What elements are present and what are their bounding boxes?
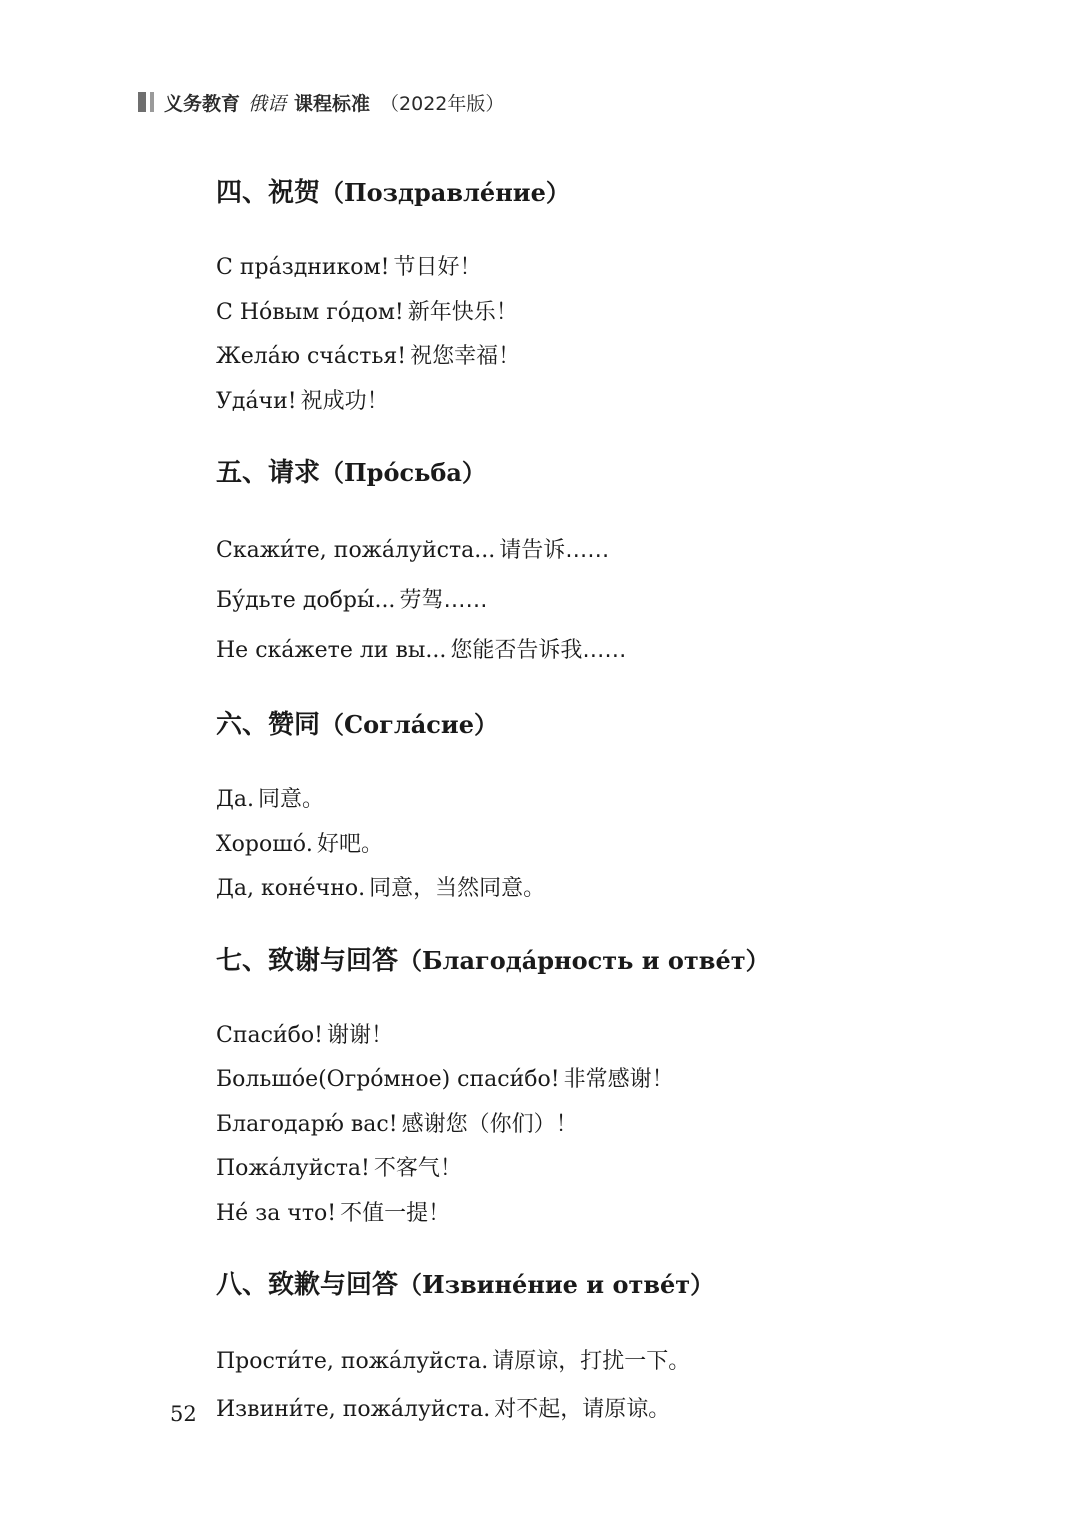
phrase-list <box>216 778 1036 912</box>
section-title-ru: （Благода́рность и отве́т） <box>398 945 770 975</box>
phrase-cn: 请告诉…… <box>499 538 610 563</box>
phrase-ru: С Но́вым го́дом! <box>216 299 404 325</box>
header-title: 义务教育 <box>164 92 241 115</box>
phrase-cn: 新年快乐！ <box>407 299 518 325</box>
section-title-ru: （Извине́ние и отве́т） <box>398 1270 715 1299</box>
phrase-cn: 同意，当然同意。 <box>369 876 546 901</box>
section-title-cn: 五、请求 <box>216 458 321 488</box>
phrase-cn: 谢谢！ <box>326 1022 393 1048</box>
page-number: 52 <box>170 1402 197 1426</box>
phrase-ru: Прости́те, пожа́луйста. <box>216 1349 489 1374</box>
phrase-cn: 劳驾…… <box>399 588 488 613</box>
section-title <box>216 170 1036 216</box>
phrase-item <box>216 335 1036 380</box>
phrase-ru: Да, коне́чно. <box>216 876 366 901</box>
section-apology-and-reply <box>216 1262 1036 1434</box>
section-title <box>216 938 1036 984</box>
phrase-item <box>216 867 1036 912</box>
phrase-cn: 非常感谢！ <box>563 1067 674 1092</box>
phrase-list <box>216 1338 1036 1434</box>
phrase-ru: Скажи́те, пожа́луйста... <box>216 538 496 563</box>
header-bar-dark <box>138 92 146 112</box>
phrase-ru: Уда́чи! <box>216 388 297 414</box>
phrase-ru: С пра́здником! <box>216 255 390 280</box>
page-content <box>216 170 1036 1434</box>
phrase-ru: Хорошо́. <box>216 831 313 857</box>
phrase-list <box>216 526 1036 676</box>
phrase-cn: 同意。 <box>258 787 325 812</box>
phrase-cn: 好吧。 <box>316 831 383 857</box>
header-bar-light <box>150 92 154 112</box>
phrase-item <box>216 1147 1036 1192</box>
section-title-ru: （Согла́сие） <box>320 710 498 739</box>
phrase-item <box>216 380 1036 425</box>
phrase-item <box>216 778 1036 823</box>
section-title <box>216 450 1036 496</box>
phrase-item <box>216 526 1036 576</box>
phrase-ru: Жела́ю сча́стья! <box>216 344 407 369</box>
phrase-cn: 不客气！ <box>373 1156 462 1181</box>
phrase-cn: 祝您幸福！ <box>410 344 521 369</box>
phrase-item <box>216 626 1036 676</box>
phrase-list <box>216 246 1036 424</box>
header-edition: （2022年版） <box>380 92 505 115</box>
phrase-ru: Не́ за что! <box>216 1200 337 1226</box>
phrase-item <box>216 1014 1036 1059</box>
section-thanks-and-reply <box>216 938 1036 1237</box>
section-title <box>216 1262 1036 1308</box>
phrase-ru: Большо́е(Огро́мное) спаси́бо! <box>216 1067 560 1092</box>
phrase-cn: 对不起，请原谅。 <box>494 1397 671 1422</box>
phrase-item <box>216 1338 1036 1386</box>
phrase-item <box>216 823 1036 868</box>
phrase-item <box>216 246 1036 291</box>
header-bar-marks <box>138 92 154 112</box>
phrase-ru: Пожа́луйста! <box>216 1156 370 1181</box>
header-standard: 课程标准 <box>294 92 371 115</box>
phrase-cn: 不值一提！ <box>340 1200 451 1226</box>
section-title-cn: 八、致歉与回答 <box>216 1270 399 1300</box>
running-header <box>138 86 504 118</box>
phrase-cn: 祝成功！ <box>300 388 389 414</box>
section-congratulation <box>216 170 1036 424</box>
phrase-ru: Извини́те, пожа́луйста. <box>216 1397 491 1422</box>
phrase-cn: 您能否告诉我…… <box>450 638 627 663</box>
phrase-list <box>216 1014 1036 1237</box>
phrase-item <box>216 1192 1036 1237</box>
phrase-ru: Да. <box>216 787 254 812</box>
phrase-cn: 节日好！ <box>393 255 482 280</box>
phrase-cn: 感谢您（你们）！ <box>401 1111 578 1137</box>
phrase-ru: Бу́дьте добры́... <box>216 588 396 613</box>
section-title-ru: （Поздравле́ние） <box>320 178 570 207</box>
section-request <box>216 450 1036 676</box>
phrase-item <box>216 1386 1036 1434</box>
section-agreement <box>216 702 1036 912</box>
phrase-item <box>216 291 1036 336</box>
section-title-cn: 六、赞同 <box>216 710 321 740</box>
phrase-ru: Благодарю́ вас! <box>216 1111 398 1137</box>
phrase-ru: Не ска́жете ли вы... <box>216 638 447 663</box>
phrase-cn: 请原谅，打扰一下。 <box>492 1349 691 1374</box>
section-title <box>216 702 1036 748</box>
phrase-ru: Спаси́бо! <box>216 1022 323 1048</box>
section-title-cn: 四、祝贺 <box>216 178 321 208</box>
header-subject: 俄语 <box>248 92 287 115</box>
phrase-item <box>216 1058 1036 1103</box>
phrase-item <box>216 1103 1036 1148</box>
phrase-item <box>216 576 1036 626</box>
section-title-ru: （Про́сьба） <box>320 458 486 487</box>
section-title-cn: 七、致谢与回答 <box>216 945 399 976</box>
